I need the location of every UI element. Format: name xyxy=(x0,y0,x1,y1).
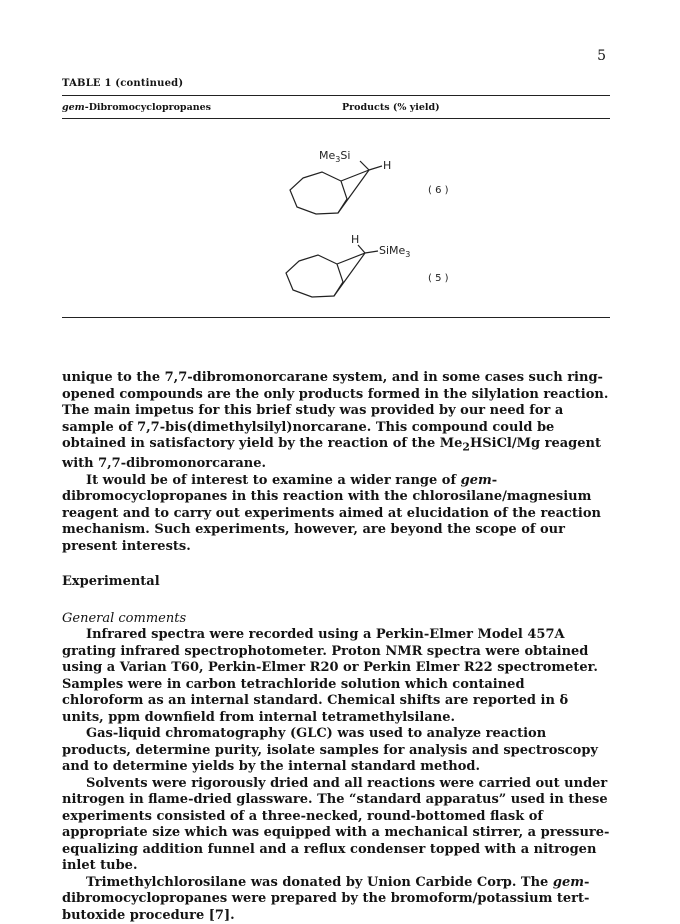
compound-number-5: ( 5 ) xyxy=(428,273,449,284)
table-caption: TABLE 1 (continued) xyxy=(62,78,184,89)
gem-prefix: gem xyxy=(62,102,85,113)
paragraph-spectra: Infrared spectra were recorded using a Perkin-Elmer Model 457A grating infrared spectrophotometer. Proton NMR spectra were obtained using a Varian T60, Perkin-Elmer R20 or Perkin Elmer R22 spectrometer. Samples were in carbon tetrachloride solution which contained chloroform as an internal standard. Chemical shifts are reported in δ units, ppm downfield from internal tetramethylsilane. xyxy=(62,627,598,725)
dimethylsilyl-label: SiMe$_3$ xyxy=(379,244,411,259)
paragraph-future-work: It would be of interest to examine a wider range of gem-dibromocyclopropanes in this reaction with the chlorosilane/magnesium reagent and to carry out experiments aimed at elucidation of the reaction mechanism. Such experiments, however, are beyond the scope of our present interests. xyxy=(62,472,601,554)
hydrogen-label: H xyxy=(351,233,360,246)
column-header-products: Products (% yield) xyxy=(342,102,440,113)
column-header-rest: -Dibromocyclopropanes xyxy=(84,102,212,113)
structure-5 xyxy=(286,233,449,297)
cyclooctane-ring xyxy=(290,172,347,214)
column-header-dibromocyclopropanes xyxy=(62,102,211,113)
bond xyxy=(360,161,369,170)
paragraph-glc: Gas-liquid chromatography (GLC) was used to analyze reaction products, determine purity, isolate samples for analysis and spectroscopy and to determine yields by the internal standard method. xyxy=(62,726,598,775)
bond xyxy=(358,245,365,253)
table-header-rule xyxy=(62,118,610,119)
table-bottom-rule xyxy=(62,317,610,318)
compound-number-6: ( 6 ) xyxy=(428,185,449,196)
cyclooctane-ring xyxy=(286,255,343,297)
chemical-structures xyxy=(250,135,480,315)
bond xyxy=(369,166,382,170)
structure-6 xyxy=(290,149,449,214)
paragraph-reagents: Trimethylchlorosilane was donated by Union Carbide Corp. The gem-dibromocyclopropanes were prepared by the bromoform/potassium tert-butoxide procedure [7]. xyxy=(62,874,590,923)
hydrogen-label: H xyxy=(383,159,392,172)
section-heading-experimental: Experimental xyxy=(62,574,160,590)
trimethylsilyl-label: $Me_3Si$ xyxy=(319,149,351,164)
body-text xyxy=(62,370,610,924)
paragraph-solvents: Solvents were rigorously dried and all reactions were carried out under nitrogen in flame-dried glassware. The “standard apparatus” used in these experiments consisted of a three-necked, round-bottomed flask of appropriate size which was equipped with a mechanical stirrer, a pressure-equalizing addition funnel and a reflux condenser topped with a nitrogen inlet tube. xyxy=(62,775,610,874)
subsection-heading-general-comments: General comments xyxy=(62,610,187,626)
page-number: 5 xyxy=(597,48,606,64)
paragraph-continued: unique to the 7,7-dibromonorcarane system, and in some cases such ring-opened compounds are the only products formed in the silylation reaction. The main impetus for this brief study was provided by our need for a sample of 7,7-bis(dimethylsilyl)norcarane. This compound could be obtained in satisfactory yield by the reaction of the $Me_2HSiCl/Mg$ reagent with 7,7-dibromonorcarane. xyxy=(62,370,609,472)
table-top-rule xyxy=(62,95,610,96)
bond xyxy=(365,251,378,253)
